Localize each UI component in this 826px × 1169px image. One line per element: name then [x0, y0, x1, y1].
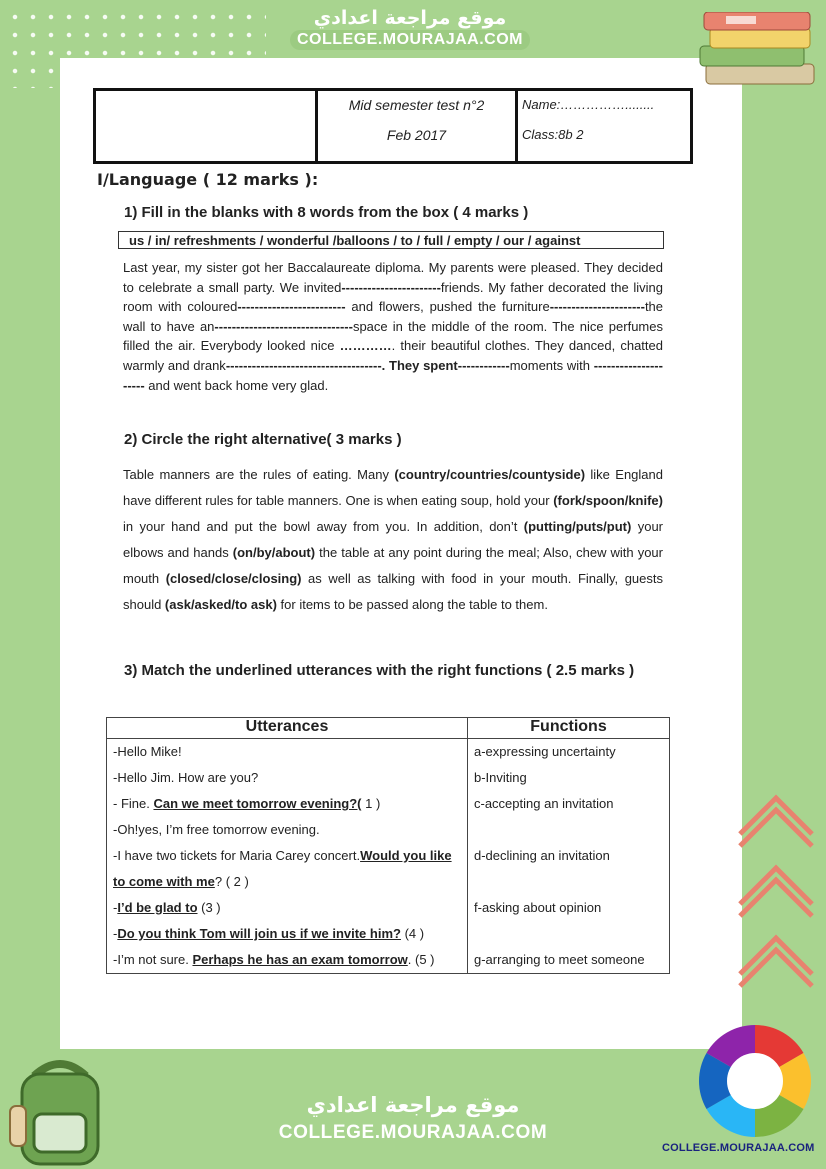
education-wheel-icon: [696, 1022, 814, 1140]
alternative-choice[interactable]: (ask/asked/to ask): [164, 597, 277, 612]
blank[interactable]: …………: [339, 338, 392, 354]
function-cell: [468, 921, 670, 947]
header-test-cell: [318, 91, 518, 161]
chevron-decoration-icon: [736, 790, 816, 1030]
text: for items to be passed along the table to them.: [276, 597, 548, 612]
text: the wall to have an: [123, 299, 664, 334]
q2-title: 2) Circle the right alternative( 3 marks ): [124, 431, 402, 448]
underlined-utterance[interactable]: Can we meet tomorrow evening?(: [153, 796, 362, 811]
blank[interactable]: ---------------------: [123, 357, 663, 393]
underlined-utterance[interactable]: Perhaps he has an exam tomorrow: [192, 952, 408, 967]
text: and went back home very glad.: [144, 377, 329, 393]
q1-title: 1) Fill in the blanks with 8 words from the box ( 4 marks ): [124, 204, 529, 221]
text: in your hand and put the bowl away from you. In addition, don’t: [123, 519, 524, 534]
header-student-cell: [518, 91, 690, 161]
text: space in the middle of the room. The nice perfumes filled the air. Everybody looked nice: [123, 318, 663, 354]
test-date: Feb 2017: [386, 127, 447, 143]
utterance-text: -Hello Mike!: [113, 744, 182, 759]
function-cell: a-expressing uncertainty: [468, 739, 670, 766]
table-row: [107, 843, 670, 895]
utterance-cell: [107, 895, 468, 921]
utterance-number: . (5 ): [407, 952, 435, 967]
utterance-text: - Fine.: [113, 796, 154, 811]
alternative-choice[interactable]: (closed/close/closing): [165, 571, 302, 586]
underlined-utterance[interactable]: Do you think Tom will join us if we invite him?: [117, 926, 401, 941]
text: and flowers, pushed the furniture: [345, 299, 550, 315]
text: . their beautiful clothes. They danced, chatted warmly and drank: [123, 338, 663, 373]
backpack-icon: [4, 1056, 116, 1166]
alternative-choice[interactable]: (fork/spoon/knife): [553, 493, 663, 508]
text: moments with: [509, 357, 594, 373]
utterance-cell: [107, 947, 468, 974]
blank[interactable]: ------------: [457, 357, 510, 373]
text: your elbows and hands: [123, 519, 663, 560]
utterance-text: -I have two tickets for Maria Carey concert.: [113, 848, 361, 863]
text: the table at any point during the meal; Also, chew with your mouth: [123, 545, 663, 586]
q1-paragraph: [123, 258, 663, 395]
section-title: I/Language ( 12 marks ):: [97, 170, 319, 189]
text: friends. My father decorated the living room with coloured: [123, 279, 663, 315]
table-row: [107, 817, 670, 843]
site-arabic-name: موقع مراجعة اعدادي: [306, 1093, 520, 1117]
blank[interactable]: ------------------------------------: [225, 357, 382, 373]
header-blank-cell: [96, 91, 318, 161]
site-arabic-name: موقع مراجعة اعدادي: [313, 7, 507, 29]
blank[interactable]: -------------------------: [237, 299, 346, 315]
site-domain: COLLEGE.MOURAJAA.COM: [278, 1122, 548, 1143]
utterance-text: -: [113, 900, 118, 915]
column-header: Utterances: [107, 718, 468, 739]
text: Last year, my sister got her Baccalaureate diploma. My parents were pleased. They decided to celebrate a small party. We invited: [123, 260, 663, 295]
q2-paragraph: [123, 462, 663, 618]
function-cell: [468, 817, 670, 843]
utterance-number: (3 ): [197, 900, 221, 915]
text: as well as talking with food in your mouth. Finally, guests should: [123, 571, 664, 612]
table-row: [107, 765, 670, 791]
class-label: Class:8b 2: [522, 127, 584, 142]
site-domain: COLLEGE.MOURAJAA.COM: [290, 30, 530, 50]
alternative-choice[interactable]: (on/by/about): [232, 545, 316, 560]
blank[interactable]: -----------------------: [341, 279, 441, 295]
utterance-number: (4 ): [400, 926, 425, 941]
header-table: [93, 88, 693, 164]
books-icon: [696, 12, 820, 90]
alternative-choice[interactable]: (putting/puts/put): [523, 519, 632, 534]
underlined-utterance[interactable]: I’d be glad to: [117, 900, 198, 915]
table-row: [107, 739, 670, 766]
function-cell: c-accepting an invitation: [468, 791, 670, 817]
underlined-utterance[interactable]: Would you like to come with me: [113, 848, 452, 889]
function-cell: f-asking about opinion: [468, 895, 670, 921]
blank[interactable]: ----------------------: [549, 299, 645, 315]
table-row: [107, 947, 670, 974]
table-row: [107, 895, 670, 921]
site-banner-bottom[interactable]: [268, 1090, 558, 1146]
utterance-cell: [107, 791, 468, 817]
function-cell: d-declining an invitation: [468, 843, 670, 895]
utterance-text: -: [113, 926, 118, 941]
word-box: us / in/ refreshments / wonderful /balloons / to / full / empty / our / against: [118, 231, 664, 249]
site-banner-top[interactable]: [290, 6, 530, 50]
column-header: Functions: [468, 718, 670, 739]
table-row: [107, 921, 670, 947]
blank[interactable]: --------------------------------: [214, 318, 353, 334]
function-cell: g-arranging to meet someone: [468, 947, 670, 974]
utterance-cell: [107, 765, 468, 791]
utterance-text: -Hello Jim. How are you?: [113, 770, 259, 785]
match-table: [106, 717, 670, 974]
frame-left: [0, 0, 60, 1169]
function-cell: b-Inviting: [468, 765, 670, 791]
table-row: [107, 791, 670, 817]
test-title: Mid semester test n°2: [348, 97, 485, 113]
text: like England have different rules for table manners. One is when eating soup, hold your: [123, 467, 663, 508]
alternative-choice[interactable]: (country/countries/countyside): [394, 467, 586, 482]
utterance-text: -Oh!yes, I’m free tomorrow evening.: [113, 822, 320, 837]
site-logo-text[interactable]: COLLEGE.MOURAJAA.COM: [662, 1142, 815, 1154]
utterance-cell: [107, 739, 468, 766]
utterance-cell: [107, 817, 468, 843]
text: Table manners are the rules of eating. Many: [123, 467, 395, 482]
utterance-cell: [107, 843, 468, 895]
utterance-cell: [107, 921, 468, 947]
utterance-text: -I’m not sure.: [113, 952, 193, 967]
table-header-row: [107, 718, 670, 739]
text: . They spent: [381, 357, 458, 373]
name-field[interactable]: Name:……………........: [522, 97, 655, 112]
utterance-number: 1 ): [361, 796, 381, 811]
q3-title: 3) Match the underlined utterances with the right functions ( 2.5 marks ): [124, 662, 635, 679]
utterance-number: ? ( 2 ): [214, 874, 249, 889]
